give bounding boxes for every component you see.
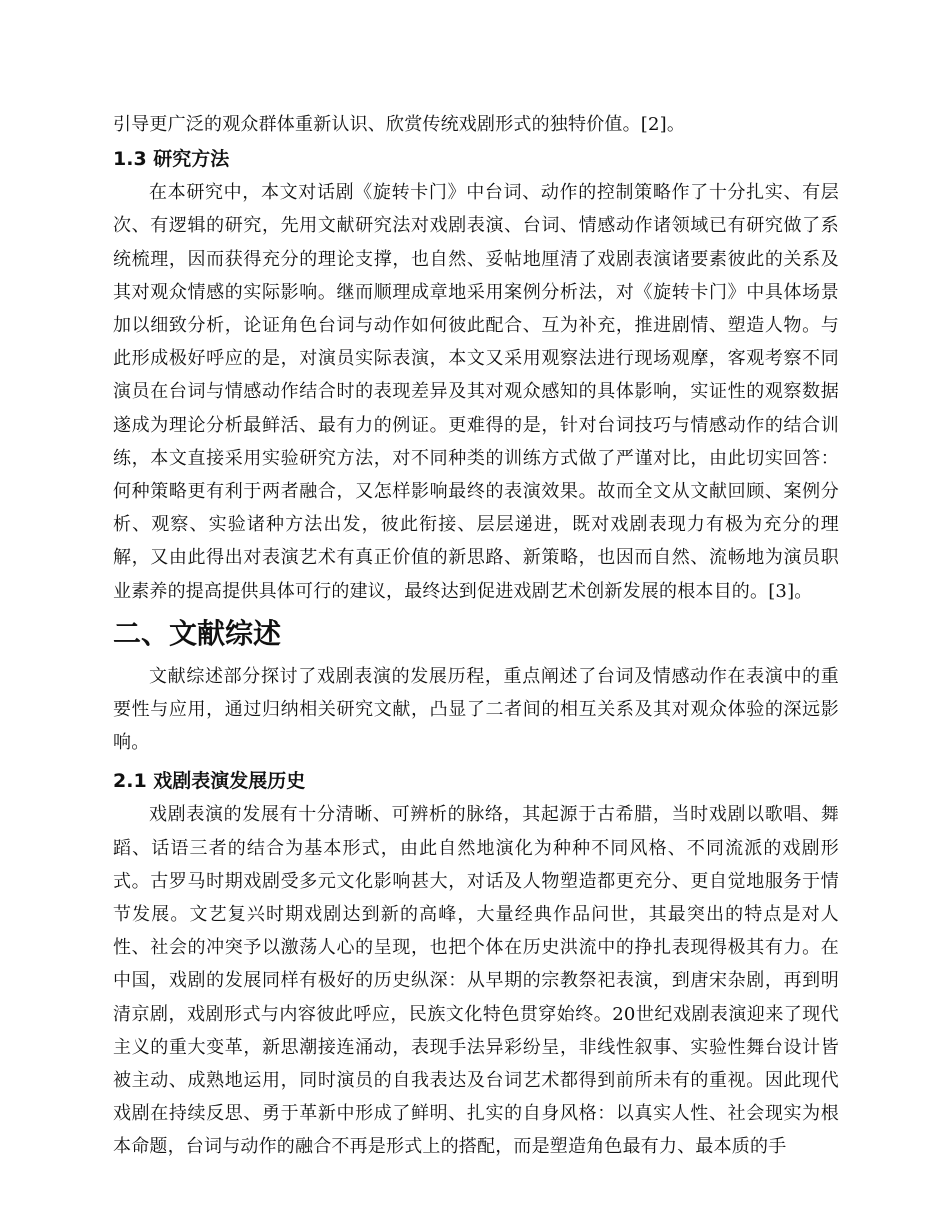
section-heading-1-3: 1.3 研究方法 [113, 148, 230, 171]
document-page [113, 108, 839, 1164]
body-paragraph-review-intro: 文献综述部分探讨了戏剧表演的发展历程，重点阐述了台词及情感动作在表演中的重要性与应用，通过归纳相关研究文献，凸显了二者间的相互关系及其对观众体验的深远影响。 [113, 665, 839, 754]
body-paragraph-continued: 引导更广泛的观众群体重新认识、欣赏传统戏剧形式的独特价值。[2]。 [113, 114, 686, 135]
spacer [113, 759, 839, 763]
chapter-heading-literature-review: 二、文献综述 [113, 616, 282, 650]
body-paragraph-research-methods: 在本研究中，本文对话剧《旋转卡门》中台词、动作的控制策略作了十分扎实、有层次、有逻辑的研究，先用文献研究法对戏剧表演、台词、情感动作诸领域已有研究做了系统梳理，因而获得充分的理论支撑，也自然、妥帖地厘清了戏剧表演诸要素彼此的关系及其对观众情感的实际影响。继而顺理成章地采用案例分析法，对《旋转卡门》中具体场景加以细致分析，论证角色台词与动作如何彼此配合、互为补充，推进剧情、塑造人物。与此形成极好呼应的是，对演员实际表演，本文又采用观察法进行现场观摩，客观考察不同演员在台词与情感动作结合时的表现差异及其对观众感知的具体影响，实证性的观察数据遂成为理论分析最鲜活、最有力的例证。更难得的是，针对台词技巧与情感动作的结合训练，本文直接采用实验研究方法，对不同种类的训练方式做了严谨对比，由此切实回答：何种策略更有利于两者融合，又怎样影响最终的表演效果。故而全文从文献回顾、案例分析、观察、实验诸种方法出发，彼此衔接、层层递进，既对戏剧表现力有极为充分的理解，又由此得出对表演艺术有真正价值的新思路、新策略，也因而自然、流畅地为演员职业素养的提高提供具体可行的建议，最终达到促进戏剧艺术创新发展的根本目的。[3]。 [113, 182, 839, 602]
section-heading-2-1: 2.1 戏剧表演发展历史 [113, 770, 306, 793]
body-paragraph-drama-history: 戏剧表演的发展有十分清晰、可辨析的脉络，其起源于古希腊，当时戏剧以歌唱、舞蹈、话语三者的结合为基本形式，由此自然地演化为种种不同风格、不同流派的戏剧形式。古罗马时期戏剧受多元文化影响甚大，对话及人物塑造都更充分、更自觉地服务于情节发展。文艺复兴时期戏剧达到新的高峰，大量经典作品问世，其最突出的特点是对人性、社会的冲突予以激荡人心的呈现，也把个体在历史洪流中的挣扎表现得极其有力。在中国，戏剧的发展同样有极好的历史纵深：从早期的宗教祭祀表演，到唐宋杂剧，再到明清京剧，戏剧形式与内容彼此呼应，民族文化特色贯穿始终。20世纪戏剧表演迎来了现代主义的重大变革，新思潮接连涌动，表现手法异彩纷呈，非线性叙事、实验性舞台设计皆被主动、成熟地运用，同时演员的自我表达及台词艺术都得到前所未有的重视。因此现代戏剧在持续反思、勇于革新中形成了鲜明、扎实的自身风格：以真实人性、社会现实为根本命题，台词与动作的融合不再是形式上的搭配，而是塑造角色最有力、最本质的手 [113, 804, 839, 1158]
